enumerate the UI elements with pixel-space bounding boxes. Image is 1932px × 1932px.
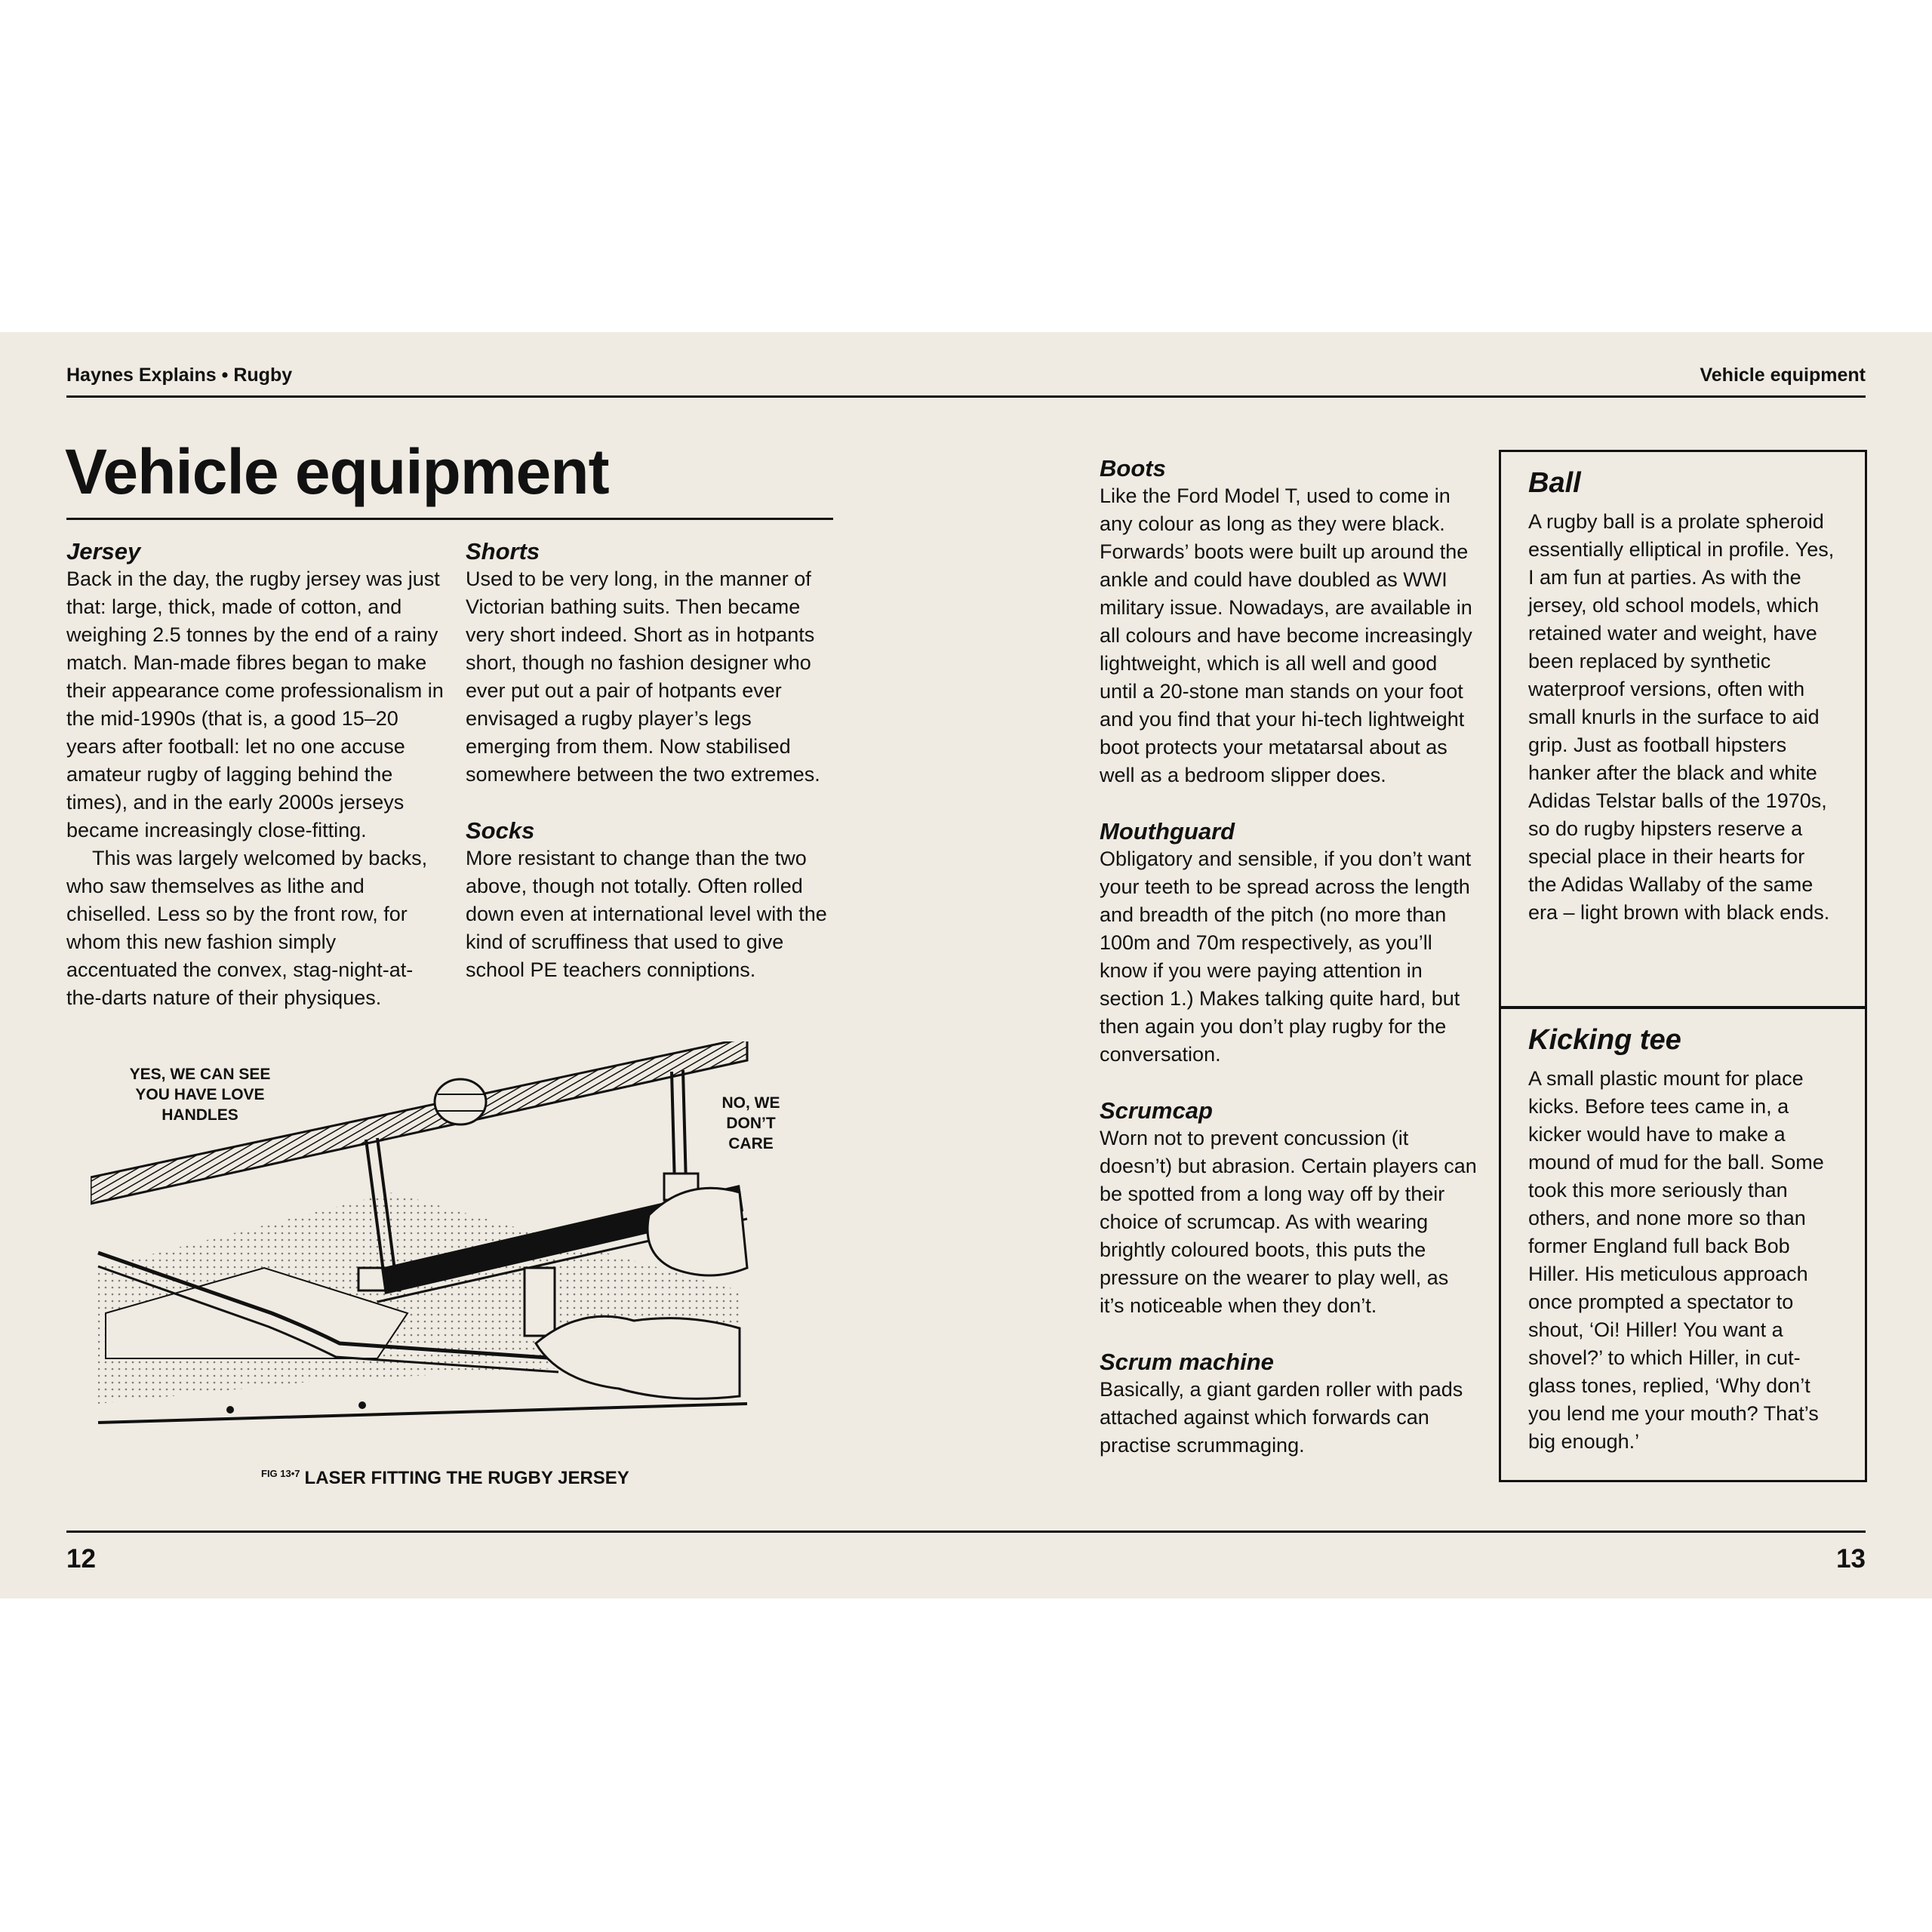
callout-love-handles: YES, WE CAN SEE YOU HAVE LOVE HANDLES (129, 1066, 271, 1124)
jersey-paragraph-2: This was largely welcomed by backs, who saw themselves as lithe and chiselled. Less so by the front row, for whom this new fashion simply accentuated the convex, stag-night-at-the-darts nature of their physiques. (66, 847, 428, 1009)
ball-box (1499, 450, 1867, 1008)
page-number-right: 13 (1836, 1544, 1866, 1574)
jersey-illustration (91, 1041, 780, 1434)
boots-heading: Boots (1100, 455, 1166, 481)
shorts-text: Used to be very long, in the manner of Victorian bathing suits. Then became very short indeed. Short as in hotpants short, though no fashion designer who ever put out a pair of hotpants ever envisaged a rugby player’s legs emerging from them. Now stabilised somewhere between the two extremes. (466, 568, 820, 786)
jersey-paragraph-1: Back in the day, the rugby jersey was just that: large, thick, made of cotton, and weighing 2.5 tonnes by the end of a rainy match. Man-made fibres began to make their appearance come professionalism in the mid-1990s (that is, a good 15–20 years after football: let no one accuse amateur rugby of lagging behind the times), and in the early 2000s jerseys became increasingly close-fitting. (66, 568, 444, 841)
ball-heading: Ball (1528, 467, 1581, 499)
ball-text: A rugby ball is a prolate spheroid essentially elliptical in profile. Yes, I am fun at parties. As with the jersey, old school models, which retained water and weight, have been replaced by synthetic waterproof versions, often with small knurls in the surface to aid grip. Just as football hipsters hanker after the black and white Adidas Telstar balls of the 1970s, so do rugby hipsters reserve a special place in their hearts for the Adidas Wallaby of the same era – light brown with black ends. (1528, 510, 1835, 924)
page-title: Vehicle equipment (65, 436, 609, 507)
scrumcap-heading: Scrumcap (1100, 1097, 1213, 1124)
figure-number: FIG 13•7 (261, 1468, 300, 1479)
running-head-right: Vehicle equipment (1700, 365, 1866, 386)
book-spread (0, 332, 1932, 1598)
shorts-heading: Shorts (466, 538, 540, 565)
footer-rule (66, 1531, 1866, 1533)
boots-text: Like the Ford Model T, used to come in any colour as long as they were black. Forwards’ boots were built up around the ankle and could have doubled as WWI military issue. Nowadays, are available in all colours and have become increasingly lightweight, which is all well and good until a 20-stone man stands on your foot and you find that your hi-tech lightweight boot protects your metatarsal about as well as a bedroom slipper does. (1100, 485, 1472, 786)
figure-caption-text: LASER FITTING THE RUGBY JERSEY (304, 1468, 629, 1488)
scrumcap-text: Worn not to prevent concussion (it doesn’t) but abrasion. Certain players can be spotted from a long way off by their choice of scrumcap. As with wearing brightly coloured boots, this puts the pressure on the wearer to play well, as it’s noticeable when they don’t. (1100, 1127, 1477, 1317)
figure-caption (261, 1463, 629, 1490)
callout-dont-care: NO, WE DON’T CARE (721, 1094, 780, 1152)
running-head-left: Haynes Explains • Rugby (66, 365, 293, 386)
kicking-tee-text: A small plastic mount for place kicks. Before tees came in, a kicker would have to make a mound of mud for the ball. Some took this more seriously than others, and none more so than former England full back Bob Hiller. His meticulous approach once prompted a spectator to shout, ‘Oi! Hiller! You want a shovel?’ to which Hiller, in cut-glass tones, replied, ‘Why don’t you lend me your mouth? That’s big enough.’ (1528, 1067, 1824, 1453)
boots-scrum-column (1100, 454, 1477, 1460)
page-number-left: 12 (66, 1544, 96, 1574)
kicking-tee-box (1499, 1007, 1867, 1482)
socks-heading: Socks (466, 817, 535, 844)
mouthguard-text: Obligatory and sensible, if you don’t want your teeth to be spread across the length and breadth of the pitch (no more than 100m and 70m respectively, as you’ll know if you were paying attention in section 1.) Makes talking quite hard, but then again you don’t play rugby for the conversation. (1100, 848, 1472, 1066)
jersey-heading: Jersey (66, 538, 141, 565)
shorts-socks-column (466, 537, 828, 984)
title-rule (66, 518, 833, 520)
kicking-tee-heading: Kicking tee (1528, 1024, 1681, 1056)
jersey-section (66, 537, 444, 1012)
scrum-machine-text: Basically, a giant garden roller with pads attached against which forwards can practise scrummaging. (1100, 1378, 1463, 1457)
scrum-machine-heading: Scrum machine (1100, 1349, 1274, 1375)
socks-text: More resistant to change than the two above, though not totally. Often rolled down even at international level with the kind of scruffiness that used to give school PE teachers conniptions. (466, 847, 827, 981)
header-rule (66, 395, 1866, 398)
mouthguard-heading: Mouthguard (1100, 818, 1235, 844)
